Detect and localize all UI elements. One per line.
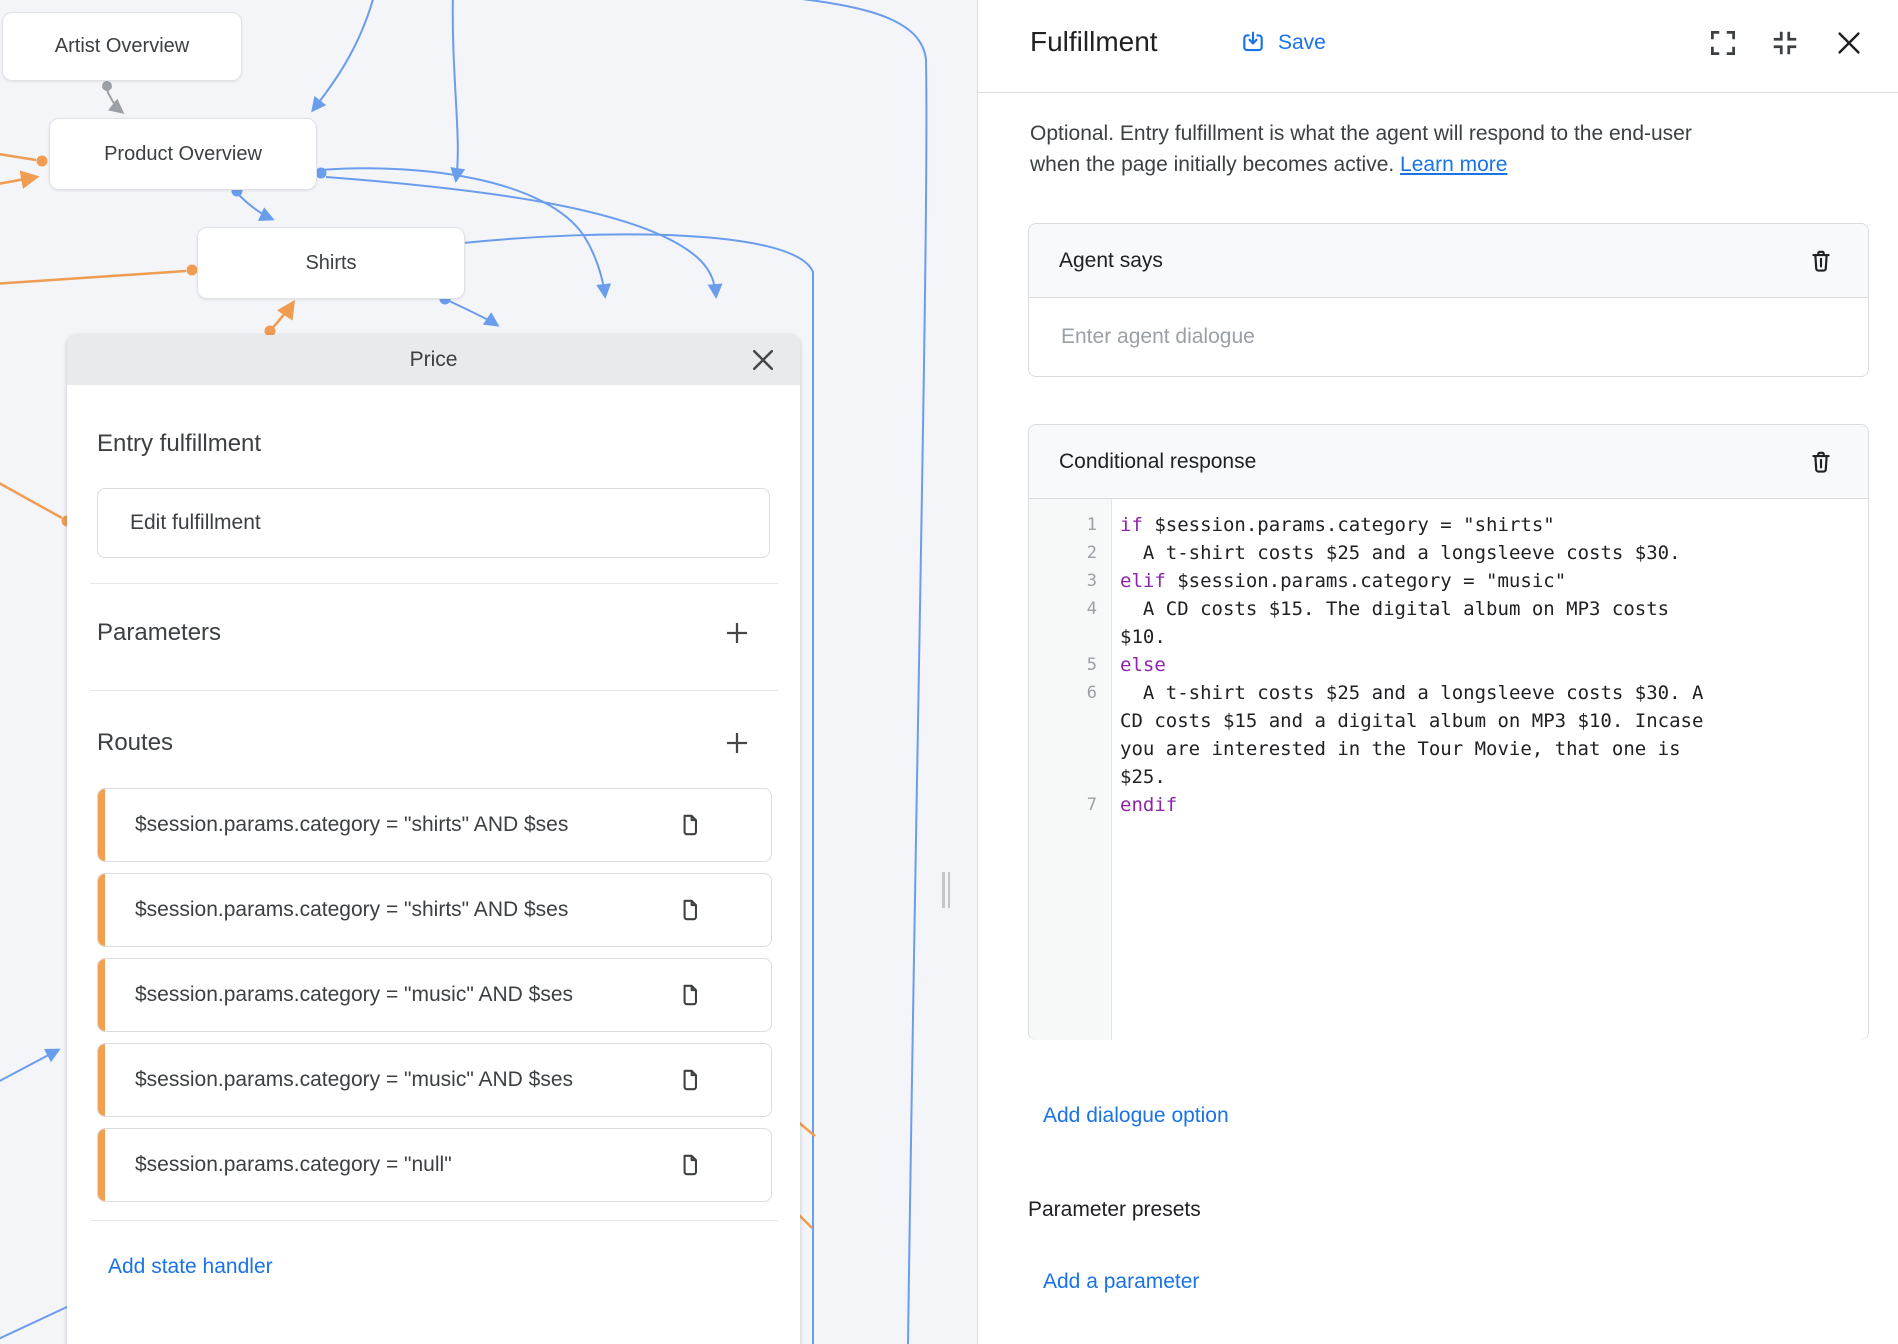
code-line: [1029, 539, 1868, 567]
route-condition: $session.params.category = "music" AND $ses: [135, 1068, 574, 1091]
code-line-number: 3: [1086, 571, 1097, 591]
code-lines: [1029, 499, 1868, 819]
fulfillment-panel: [978, 0, 1898, 1344]
panel-title: Fulfillment: [1030, 26, 1158, 57]
route-condition: $session.params.category = "shirts" AND $ses: [135, 813, 569, 836]
conditional-response-card: [1028, 424, 1869, 1040]
parameters-heading: Parameters: [97, 619, 222, 646]
close-icon[interactable]: [748, 345, 778, 375]
add-state-handler-link[interactable]: Add state handler: [108, 1255, 273, 1278]
code-line: [1029, 679, 1868, 791]
node-product-overview[interactable]: [49, 118, 317, 190]
conditional-response-code-editor[interactable]: [1029, 499, 1868, 1040]
add-dialogue-option-link[interactable]: Add dialogue option: [1043, 1104, 1229, 1127]
code-line: [1029, 567, 1868, 595]
conditional-response-title: Conditional response: [1059, 449, 1257, 473]
save-icon: [1240, 30, 1266, 56]
agent-says-card: [1028, 223, 1869, 377]
parameter-presets-heading: Parameter presets: [1028, 1198, 1201, 1221]
route-doc-icon[interactable]: [677, 982, 703, 1008]
code-line-text: elif $session.params.category = "music": [1120, 570, 1567, 592]
route-chip[interactable]: [97, 958, 772, 1032]
route-chip[interactable]: [97, 788, 772, 862]
code-line: [1029, 511, 1868, 539]
save-button[interactable]: [1240, 30, 1326, 56]
node-label: Shirts: [305, 251, 357, 274]
route-condition: $session.params.category = "shirts" AND $ses: [135, 898, 569, 921]
code-line-number: 4: [1086, 599, 1097, 619]
learn-more-link[interactable]: Learn more: [1400, 153, 1508, 176]
delete-agent-says-icon[interactable]: [1808, 248, 1834, 274]
code-line: [1029, 651, 1868, 679]
save-label: Save: [1278, 31, 1326, 54]
entry-fulfillment-heading: Entry fulfillment: [97, 430, 262, 457]
code-line-number: 2: [1086, 543, 1097, 563]
node-shirts[interactable]: [197, 227, 465, 299]
code-line-text: A t-shirt costs $25 and a longsleeve costs $30.: [1120, 542, 1681, 564]
fullscreen-icon[interactable]: [1708, 28, 1738, 58]
agent-says-title: Agent says: [1059, 248, 1163, 272]
route-doc-icon[interactable]: [677, 812, 703, 838]
route-condition: $session.params.category = "null": [135, 1153, 452, 1176]
panel-resize-handle[interactable]: [942, 872, 954, 908]
divider: [90, 1220, 778, 1221]
delete-conditional-response-icon[interactable]: [1808, 449, 1834, 475]
route-doc-icon[interactable]: [677, 1067, 703, 1093]
route-accent-bar: [98, 874, 105, 946]
route-doc-icon[interactable]: [677, 1152, 703, 1178]
route-chip[interactable]: [97, 1043, 772, 1117]
code-line: [1029, 595, 1868, 651]
node-artist-overview[interactable]: [2, 12, 242, 81]
add-parameter-link[interactable]: Add a parameter: [1043, 1270, 1200, 1293]
code-line-text: A CD costs $15. The digital album on MP3 costs $10.: [1120, 598, 1681, 648]
route-chip[interactable]: [97, 873, 772, 947]
price-page-card: [67, 335, 800, 1344]
add-parameter-icon[interactable]: [722, 618, 752, 648]
route-accent-bar: [98, 789, 105, 861]
code-line-text: if $session.params.category = "shirts": [1120, 514, 1555, 536]
node-label: Artist Overview: [54, 35, 190, 57]
code-line-text: else: [1120, 654, 1166, 676]
route-accent-bar: [98, 959, 105, 1031]
code-line-number: 5: [1086, 655, 1097, 675]
route-accent-bar: [98, 1044, 105, 1116]
divider: [978, 92, 1898, 93]
code-line-text: A t-shirt costs $25 and a longsleeve costs $30. A CD costs $15 and a digital album on MP3 $10. Incase you are interested in the Tour Movie, that one is $25.: [1120, 682, 1715, 788]
agent-dialogue-input[interactable]: [1029, 298, 1868, 376]
route-condition: $session.params.category = "music" AND $ses: [135, 983, 574, 1006]
close-panel-icon[interactable]: [1834, 28, 1864, 58]
panel-description: Optional. Entry fulfillment is what the agent will respond to the end-user when the page initially becomes active. Learn more: [1030, 122, 1692, 176]
routes-heading: Routes: [97, 729, 174, 756]
price-card-header[interactable]: [67, 335, 800, 385]
code-line-number: 1: [1086, 515, 1097, 535]
route-accent-bar: [98, 1129, 105, 1201]
price-card-title: Price: [409, 348, 458, 371]
exit-fullscreen-icon[interactable]: [1770, 28, 1800, 58]
add-route-icon[interactable]: [722, 728, 752, 758]
code-line: [1029, 791, 1868, 819]
code-line-text: endif: [1120, 794, 1178, 816]
code-line-number: 6: [1086, 683, 1097, 703]
divider: [90, 583, 778, 584]
route-doc-icon[interactable]: [677, 897, 703, 923]
divider: [90, 690, 778, 691]
route-chip[interactable]: [97, 1128, 772, 1202]
code-line-number: 7: [1086, 795, 1097, 815]
routes-list: [97, 788, 772, 1213]
node-label: Product Overview: [104, 142, 262, 165]
edit-fulfillment-button[interactable]: Edit fulfillment: [97, 488, 770, 558]
